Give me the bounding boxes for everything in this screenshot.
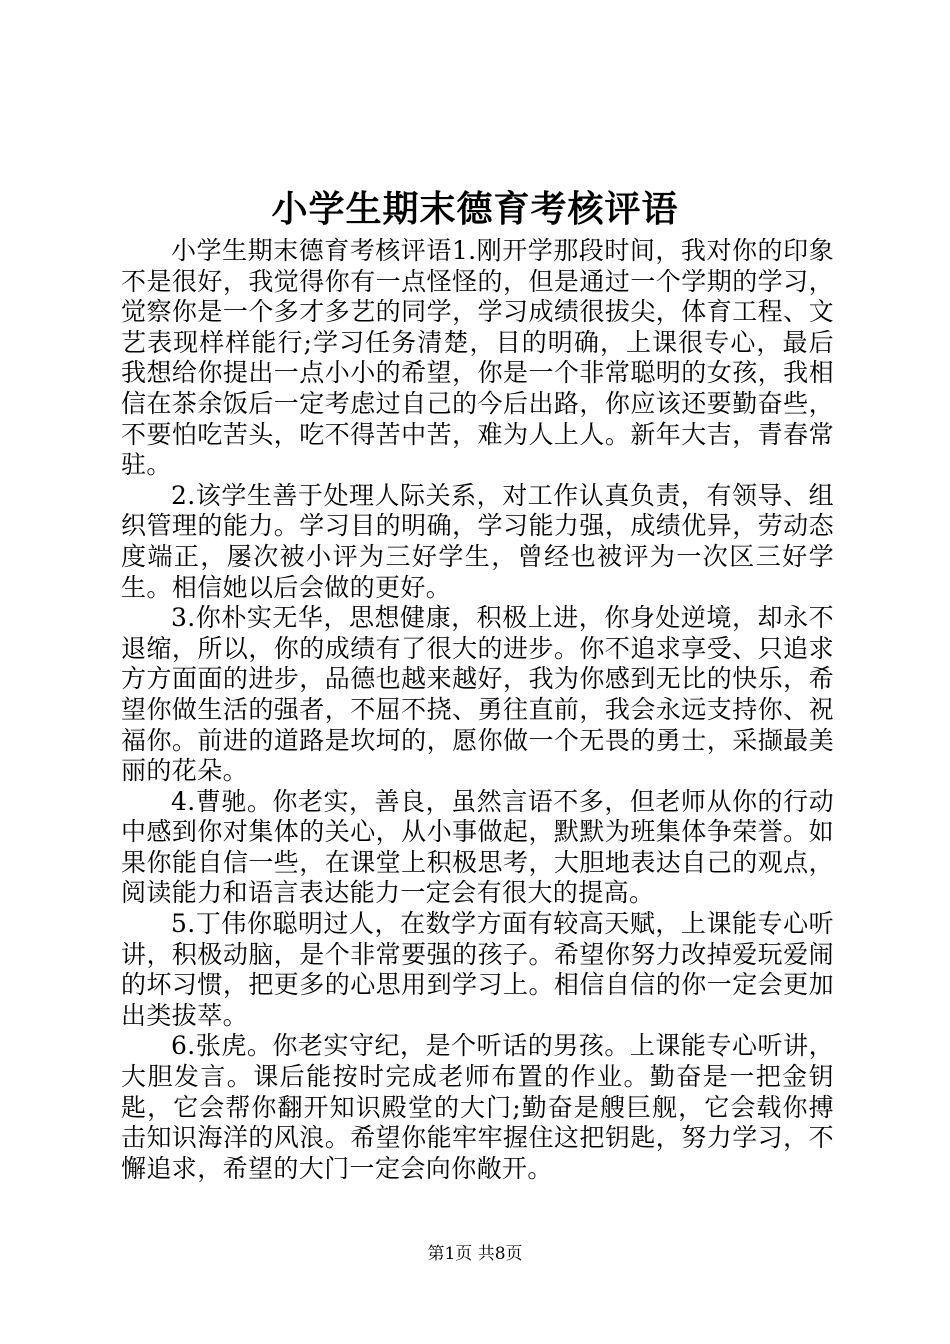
page-footer: 第1页 共8页 [427,1244,523,1264]
paragraph-4: 4.曹驰。你老实，善良，虽然言语不多，但老师从你的行动中感到你对集体的关心，从小事做起，默默为班集体争荣誉。如果你能自信一些，在课堂上积极思考，大胆地表达自己的观点，阅读能力和语言表达能力一定会有很大的提高。 [121,786,834,908]
paragraph-1: 小学生期末德育考核评语1.刚开学那段时间，我对你的印象不是很好，我觉得你有一点怪怪的，但是通过一个学期的学习，觉察你是一个多才多艺的同学，学习成绩很拔尖，体育工程、文艺表现样样能行;学习任务清楚，目的明确，上课很专心，最后我想给你提出一点小小的希望，你是一个非常聪明的女孩，我相信在茶余饭后一定考虑过自己的今后出路，你应该还要勤奋些，不要怕吃苦头，吃不得苦中苦，难为人上人。新年大吉，青春常驻。 [121,236,834,480]
paragraph-5: 5.丁伟你聪明过人，在数学方面有较高天赋，上课能专心听讲，积极动脑，是个非常要强的孩子。希望你努力改掉爱玩爱闹的坏习惯，把更多的心思用到学习上。相信自信的你一定会更加出类拔萃。 [121,909,834,1030]
paragraph-6: 6.张虎。你老实守纪，是个听话的男孩。上课能专心听讲，大胆发言。课后能按时完成老师布置的作业。勤奋是一把金钥匙，它会帮你翻开知识殿堂的大门;勤奋是艘巨舰，它会载你搏击知识海洋的风浪。希望你能牢牢握住这把钥匙，努力学习，不懈追求，希望的大门一定会向你敞开。 [121,1031,834,1183]
document-title: 小学生期末德育考核评语 [271,188,679,230]
document-body [121,236,834,1184]
paragraph-3: 3.你朴实无华，思想健康，积极上进，你身处逆境，却永不退缩，所以，你的成绩有了很大的进步。你不追求享受、只追求方方面面的进步，品德也越来越好，我为你感到无比的快乐，希望你做生活的强者，不屈不挠、勇往直前，我会永远支持你、祝福你。前进的道路是坎坷的，愿你做一个无畏的勇士，采撷最美丽的花朵。 [121,603,834,786]
paragraph-2: 2.该学生善于处理人际关系，对工作认真负责，有领导、组织管理的能力。学习目的明确，学习能力强，成绩优异，劳动态度端正，屡次被小评为三好学生，曾经也被评为一次区三好学生。相信她以后会做的更好。 [121,480,834,602]
